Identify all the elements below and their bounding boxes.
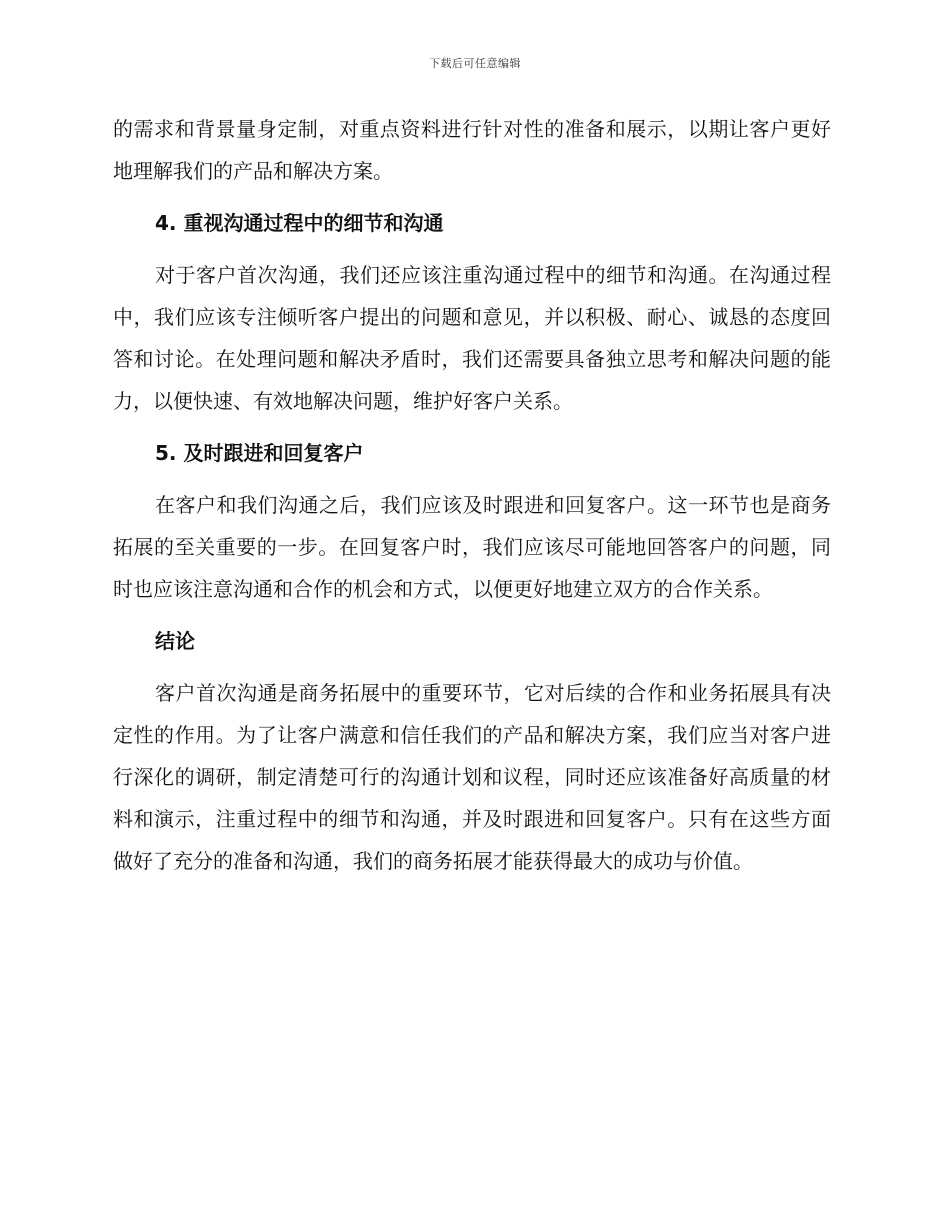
header-note: 下载后可任意编辑 bbox=[429, 57, 521, 70]
section-4-heading: 4. 重视沟通过程中的细节和沟通 bbox=[155, 211, 444, 235]
conclusion-paragraph: 客户首次沟通是商务拓展中的重要环节，它对后续的合作和业务拓展具有决定性的作用。为了让客户满意和信任我们的产品和解决方案，我们应当对客户进行深化的调研，制定清楚可行的沟通计划和议程，同时还应该准备好高质量的材料和演示，注重过程中的细节和沟通，并及时跟进和回复客户。只有在这些方面做好了充分的准备和沟通，我们的商务拓展才能获得最大的成功与价值。 bbox=[113, 681, 831, 873]
section-5-paragraph: 在客户和我们沟通之后，我们应该及时跟进和回复客户。这一环节也是商务拓展的至关重要的一步。在回复客户时，我们应该尽可能地回答客户的问题，同时也应该注意沟通和合作的机会和方式，以便更好地建立双方的合作关系。 bbox=[113, 493, 831, 601]
continued-paragraph: 的需求和背景量身定制，对重点资料进行针对性的准备和展示，以期让客户更好地理解我们的产品和解决方案。 bbox=[113, 117, 831, 183]
section-4-paragraph: 对于客户首次沟通，我们还应该注重沟通过程中的细节和沟通。在沟通过程中，我们应该专注倾听客户提出的问题和意见，并以积极、耐心、诚恳的态度回答和讨论。在处理问题和解决矛盾时，我们还需要具备独立思考和解决问题的能力，以便快速、有效地解决问题，维护好客户关系。 bbox=[113, 263, 831, 413]
conclusion-heading: 结论 bbox=[155, 629, 195, 653]
document-body bbox=[113, 108, 831, 882]
section-5-heading: 5. 及时跟进和回复客户 bbox=[155, 441, 364, 465]
